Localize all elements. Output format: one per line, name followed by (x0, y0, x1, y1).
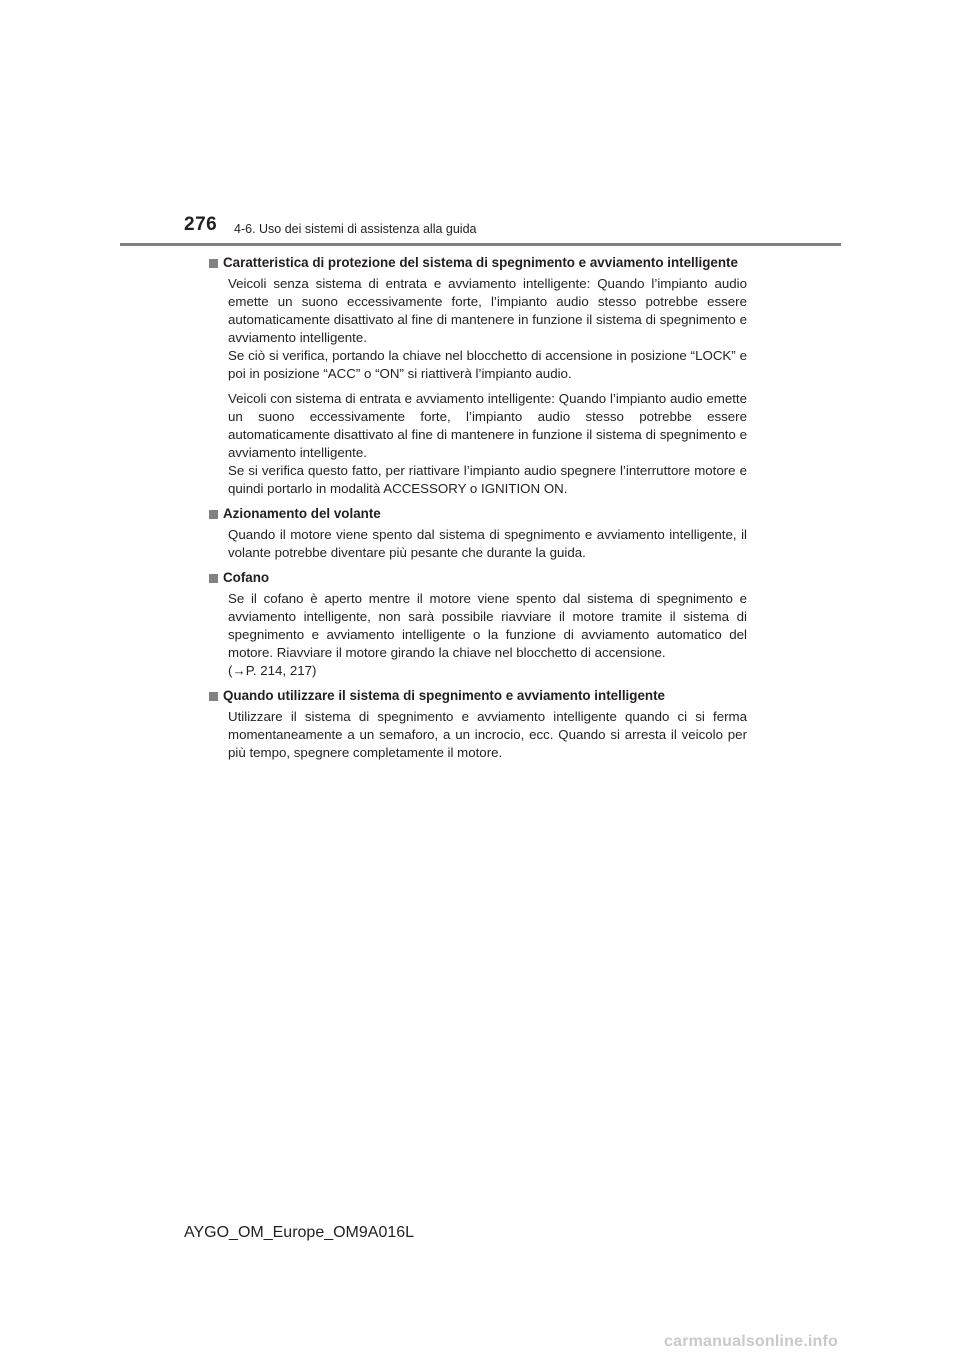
page-number: 276 (184, 214, 218, 235)
section-hood (209, 569, 747, 680)
paragraph-line: Quando il motore viene spento dal sistema di spegnimento e avviamento intelligente, il volante potrebbe diventare più pesante che durante la guida. (228, 527, 747, 560)
section-title-text: Caratteristica di protezione del sistema di spegnimento e avviamento intelligente (223, 255, 738, 270)
paragraph-line: Se si verifica questo fatto, per riattivare l’impianto audio spegnere l’interruttore motore e quindi portarlo in modalità ACCESSORY o IGNITION ON. (228, 463, 747, 496)
paragraph (228, 708, 747, 762)
square-bullet-icon (209, 574, 218, 583)
section-title-text: Azionamento del volante (223, 506, 381, 521)
content (209, 254, 747, 769)
paragraph (228, 390, 747, 498)
page-reference-link[interactable]: (→P. 214, 217) (228, 663, 317, 678)
paragraph-line: Veicoli con sistema di entrata e avviamento intelligente: Quando l’impianto audio emette un suono eccessivamente forte, l’impianto audio stesso potrebbe essere automaticamente disattivato al fine di mantenere in funzione il sistema di spegnimento e avviamento intelligente. (228, 391, 747, 460)
paragraph (228, 275, 747, 383)
chapter-title: 4-6. Uso dei sistemi di assistenza alla guida (234, 222, 477, 236)
footer-document-code: AYGO_OM_Europe_OM9A016L (184, 1224, 415, 1241)
section-title-text: Cofano (223, 570, 270, 585)
paragraph-line: Se ciò si verifica, portando la chiave nel blocchetto di accensione in posizione “LOCK” e poi in posizione “ACC” o “ON” si riattiverà l’impianto audio. (228, 348, 747, 381)
paragraph-line: Veicoli senza sistema di entrata e avviamento intelligente: Quando l’impianto audio emette un suono eccessivamente forte, l’impianto audio stesso potrebbe essere automaticamente disattivato al fine di mantenere in funzione il sistema di spegnimento e avviamento intelligente. (228, 276, 747, 345)
square-bullet-icon (209, 510, 218, 519)
section-title (209, 505, 747, 523)
section-title (209, 254, 747, 272)
section-title-text: Quando utilizzare il sistema di spegnimento e avviamento intelligente (223, 688, 665, 703)
watermark: carmanualsonline.info (664, 1333, 839, 1350)
square-bullet-icon (209, 259, 218, 268)
paragraph-line: Se il cofano è aperto mentre il motore viene spento dal sistema di spegnimento e avviamento intelligente, non sarà possibile riavviare il motore tramite il sistema di spegnimento e avviamento intelligente o la funzione di avviamento automatico del motore. Riavviare il motore girando la chiave nel blocchetto di accensione. (228, 591, 747, 660)
paragraph (228, 526, 747, 562)
paragraph-line: Utilizzare il sistema di spegnimento e avviamento intelligente quando ci si ferma momentaneamente a un semaforo, a un incrocio, ecc. Quando si arresta il veicolo per più tempo, spegnere completamente il motore. (228, 709, 747, 760)
square-bullet-icon (209, 692, 218, 701)
section-protection (209, 254, 747, 498)
section-title (209, 569, 747, 587)
section-steering (209, 505, 747, 562)
paragraph (228, 590, 747, 680)
section-title (209, 687, 747, 705)
section-usage (209, 687, 747, 762)
header-rule (120, 243, 841, 246)
